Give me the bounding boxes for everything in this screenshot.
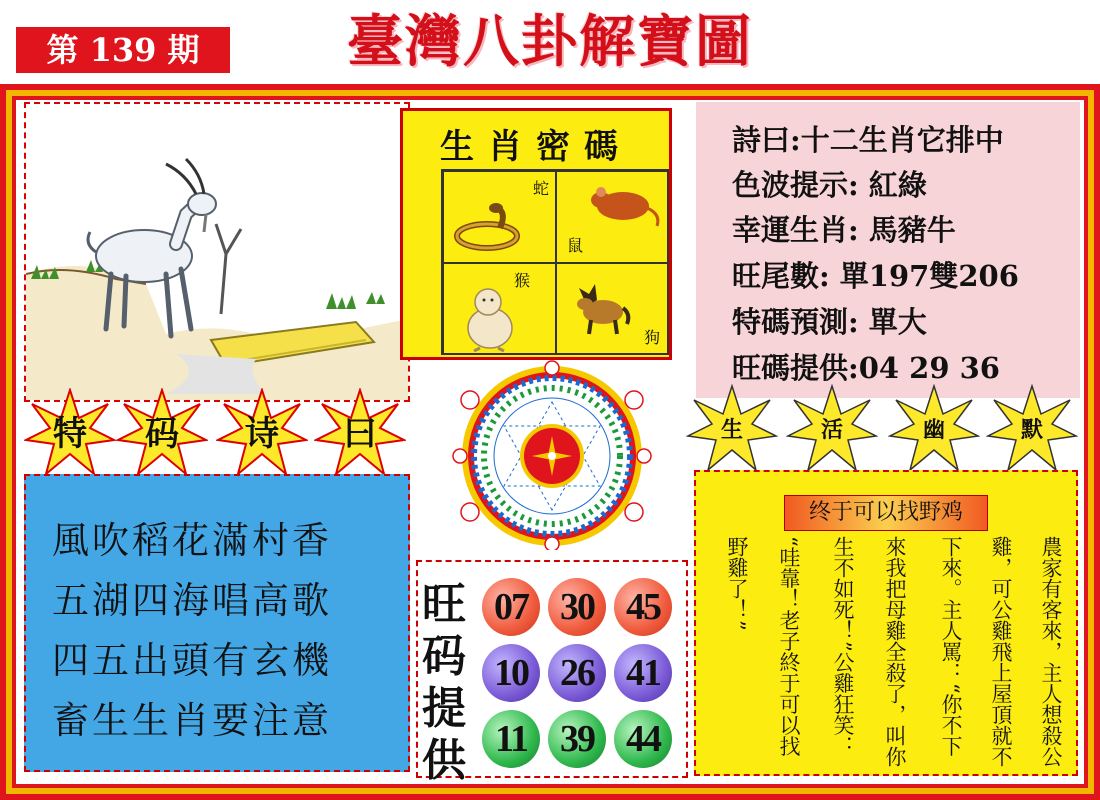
story-column: 下來。主人罵：“你不下: [939, 536, 963, 757]
star-text: 幽: [922, 417, 945, 443]
zodiac-grid: [441, 169, 669, 355]
numbers-label-char: 供: [422, 735, 466, 786]
story-column: “哇靠！老子終于可以找: [777, 536, 801, 757]
snake-icon: [452, 202, 522, 252]
hot-codes: 旺碼提供:04 29 36: [732, 351, 1000, 385]
number-ball-red: 45: [614, 578, 672, 636]
story-column: 生不如死！”公雞狂笑：: [831, 536, 855, 757]
star-text: 诗: [245, 414, 279, 454]
poem-hint: 詩曰:十二生肖它排中: [732, 123, 1004, 157]
hot-numbers-panel: [416, 560, 688, 786]
prediction-info-panel: [696, 102, 1080, 398]
number-ball-blue: 26: [548, 644, 606, 702]
star-text: 曰: [343, 414, 377, 454]
number-ball-green: 39: [548, 710, 606, 768]
star-text: 活: [820, 417, 843, 443]
story-title: 终于可以找野鸡: [784, 495, 988, 531]
dog-icon: [569, 274, 633, 338]
star-text: 生: [720, 417, 743, 443]
zodiac-label: 猴: [514, 271, 531, 290]
lucky-zodiac: 幸運生肖: 馬豬牛: [732, 213, 956, 247]
compass-icon: [444, 360, 660, 550]
number-ball-blue: 41: [614, 644, 672, 702]
zodiac-label: 鼠: [567, 236, 584, 255]
star-badge: [786, 384, 878, 476]
story-column: 雞，可公雞飛上屋頂就不: [989, 536, 1013, 767]
color-wave-hint: 色波提示: 紅綠: [732, 168, 927, 202]
star-badge: [24, 388, 116, 480]
number-ball-red: 30: [548, 578, 606, 636]
zodiac-label: 狗: [643, 328, 660, 347]
poem-line: 畜生生肖要注意: [52, 699, 332, 742]
star-badge: [986, 384, 1078, 476]
poem-line: 五湖四海唱高歌: [52, 579, 332, 622]
zodiac-label: 蛇: [532, 179, 549, 198]
star-text: 码: [145, 414, 179, 454]
star-text: 特: [53, 414, 87, 454]
star-badge: [314, 388, 406, 480]
page-title: 臺灣八卦解寶圖: [347, 9, 753, 75]
story-column: 來我把母雞全殺了，叫你: [883, 536, 907, 767]
zodiac-cell-monkey: [443, 263, 556, 355]
poem-line: 風吹稻花滿村香: [52, 519, 332, 562]
zodiac-cell-snake: [443, 171, 556, 263]
star-badge: [686, 384, 778, 476]
monkey-icon: [460, 286, 520, 352]
zodiac-cell-dog: [556, 263, 669, 355]
goat-icon: [26, 104, 408, 400]
numbers-label-char: 旺: [422, 579, 466, 630]
star-badge: [216, 388, 308, 480]
zodiac-cell-rat: [556, 171, 669, 263]
star-badge: [116, 388, 208, 480]
special-code-poem: [24, 474, 410, 772]
bagua-compass: [444, 360, 660, 550]
number-ball-blue: 10: [482, 644, 540, 702]
number-ball-red: 07: [482, 578, 540, 636]
issue-number: 第 139 期: [16, 27, 230, 73]
special-code-prediction: 特碼預測: 單大: [732, 305, 927, 339]
star-badge: [888, 384, 980, 476]
goat-illustration: [24, 102, 410, 402]
poem-line: 四五出頭有玄機: [52, 639, 332, 682]
zodiac-code-panel: [400, 108, 672, 360]
numbers-label-char: 提: [422, 683, 466, 734]
story-column: 農家有客來，主人想殺公: [1039, 536, 1063, 767]
hot-tail-numbers: 旺尾數: 單197雙206: [732, 259, 1019, 293]
number-ball-green: 44: [614, 710, 672, 768]
numbers-label-char: 码: [422, 631, 466, 682]
story-column: 野雞了！”: [725, 536, 749, 631]
rat-icon: [583, 180, 663, 230]
number-ball-green: 11: [482, 710, 540, 768]
star-text: 默: [1020, 417, 1043, 443]
zodiac-code-title: 生肖密碼: [440, 127, 632, 167]
